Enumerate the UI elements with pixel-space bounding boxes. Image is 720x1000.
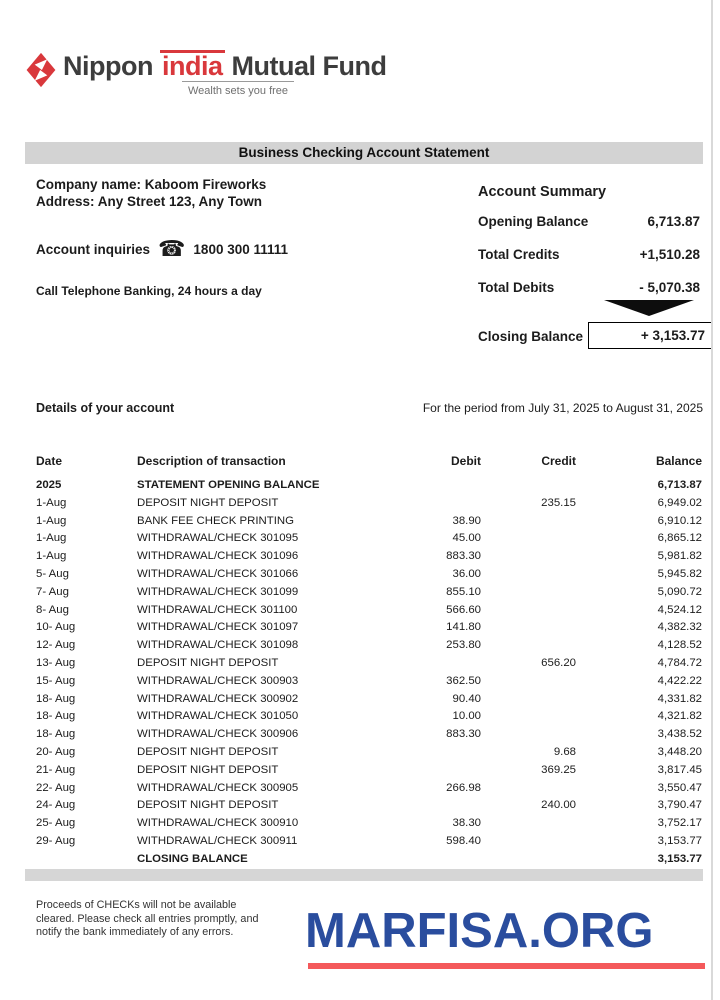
cell-description: DEPOSIT NIGHT DEPOSIT [137,656,279,669]
table-row [36,693,702,711]
cell-date: 15- Aug [36,674,76,687]
cell-description: WITHDRAWAL/CHECK 301066 [137,567,299,580]
cell-description: BANK FEE CHECK PRINTING [137,514,294,527]
cell-date: 18- Aug [36,692,76,705]
cell-debit: 45.00 [452,532,481,545]
cell-balance: 5,090.72 [657,585,702,598]
brand-diamond-icon [25,52,57,88]
cell-date: 7- Aug [36,585,69,598]
closing-balance-value-box: + 3,153.77 [588,322,712,349]
cell-debit: 90.40 [452,692,481,705]
col-header-balance: Balance [655,454,702,468]
cell-description: WITHDRAWAL/CHECK 300905 [137,781,299,794]
cell-debit: 855.10 [446,585,481,598]
disclaimer-line: Proceeds of CHECKs will not be available [36,899,237,911]
inquiries-label: Account inquiries [36,241,151,257]
cell-balance: 3,817.45 [657,763,702,776]
table-row [36,657,702,675]
cell-description: WITHDRAWAL/CHECK 301096 [137,550,299,563]
cell-debit: 598.40 [446,834,481,847]
cell-description: WITHDRAWAL/CHECK 301100 [137,603,298,616]
brand-tagline: Wealth sets you free [182,81,294,97]
closing-balance-label: Closing Balance [478,329,584,344]
cell-description: CLOSING BALANCE [137,852,248,865]
account-inquiries-line [36,236,289,261]
cell-date: 1-Aug [36,514,67,527]
brand-mutual-fund: Mutual Fund [231,51,387,81]
table-row [36,604,702,622]
cell-date: 22- Aug [36,781,76,794]
table-row [36,728,702,746]
scan-edge-line [711,0,713,1000]
brand-wordmark [63,50,386,82]
cell-description: WITHDRAWAL/CHECK 300911 [137,834,298,847]
cell-debit: 883.30 [446,550,481,563]
cell-date: 5- Aug [36,567,69,580]
cell-description: STATEMENT OPENING BALANCE [137,479,320,491]
cell-description: DEPOSIT NIGHT DEPOSIT [137,496,279,509]
cell-credit: 656.20 [541,656,576,669]
cell-date: 8- Aug [36,603,69,616]
cell-debit: 266.98 [446,781,481,794]
table-row [36,550,702,568]
cell-date: 18- Aug [36,710,76,723]
cell-date: 12- Aug [36,639,76,652]
cell-description: WITHDRAWAL/CHECK 301098 [137,639,299,652]
cell-date: 10- Aug [36,621,76,634]
disclaimer-text [36,899,258,940]
table-row [36,782,702,800]
cell-balance: 5,945.82 [657,567,702,580]
cell-balance: 3,752.17 [657,817,702,830]
cell-balance: 4,784.72 [657,656,702,669]
cell-description: DEPOSIT NIGHT DEPOSIT [137,745,279,758]
cell-balance: 5,981.82 [657,550,702,563]
cell-balance: 3,550.47 [657,781,702,794]
telephone-icon: ☎ [158,236,186,261]
watermark-logo: MARFISA.ORG [305,904,654,958]
disclaimer-line: cleared. Please check all entries promptly, and [36,912,259,925]
cell-date: 18- Aug [36,728,76,741]
cell-date: 21- Aug [36,763,76,776]
cell-description: WITHDRAWAL/CHECK 301095 [137,532,299,545]
total-credits-value: +1,510.28 [639,247,700,262]
cell-balance: 4,321.82 [657,710,702,723]
table-row [36,710,702,728]
table-row [36,764,702,782]
cell-debit: 141.80 [446,621,481,634]
opening-balance-label: Opening Balance [478,214,589,229]
table-row [36,497,702,515]
cell-description: WITHDRAWAL/CHECK 301097 [137,621,299,634]
phone-number: 1800 300 11111 [193,241,289,257]
cell-description: WITHDRAWAL/CHECK 300902 [137,692,299,705]
table-row [36,639,702,657]
cell-description: WITHDRAWAL/CHECK 300903 [137,674,299,687]
table-row [36,675,702,693]
section-divider-bar [25,869,703,881]
cell-balance: 3,448.20 [657,745,702,758]
table-row [36,479,702,497]
cell-debit: 38.90 [452,514,481,527]
cell-debit: 883.30 [446,728,481,741]
account-summary-title: Account Summary [478,184,607,200]
details-title: Details of your account [36,401,175,415]
cell-date: 2025 [36,479,62,491]
table-row [36,835,702,853]
cell-description: WITHDRAWAL/CHECK 300910 [137,817,299,830]
table-row [36,532,702,550]
table-row [36,515,702,533]
cell-description: DEPOSIT NIGHT DEPOSIT [137,799,279,812]
cell-description: WITHDRAWAL/CHECK 301099 [137,585,299,598]
col-header-description: Description of transaction [137,454,286,468]
cell-date: 29- Aug [36,834,76,847]
statement-title-bar: Business Checking Account Statement [25,142,703,164]
cell-credit: 235.15 [541,496,576,509]
cell-balance: 3,790.47 [657,799,702,812]
disclaimer-line: notify the bank immediately of any errors. [36,926,234,938]
cell-balance: 4,422.22 [657,674,702,687]
cell-balance: 3,153.77 [657,852,702,865]
cell-debit: 362.50 [446,674,481,687]
cell-balance: 6,910.12 [657,514,702,527]
col-header-credit: Credit [541,454,576,468]
cell-date: 1-Aug [36,550,67,563]
cell-description: WITHDRAWAL/CHECK 301050 [137,710,299,723]
cell-description: DEPOSIT NIGHT DEPOSIT [137,763,279,776]
cell-balance: 4,382.32 [657,621,702,634]
cell-date: 1-Aug [36,496,67,509]
telephone-banking-note: Call Telephone Banking, 24 hours a day [36,284,262,298]
address-line: Address: Any Street 123, Any Town [36,194,263,209]
table-row [36,817,702,835]
cell-description: WITHDRAWAL/CHECK 300906 [137,728,299,741]
cell-credit: 240.00 [541,799,576,812]
cell-date: 25- Aug [36,817,76,830]
table-row [36,568,702,586]
statement-period: For the period from July 31, 2025 to August 31, 2025 [422,401,703,415]
cell-debit: 566.60 [446,603,481,616]
cell-balance: 4,524.12 [657,603,702,616]
cell-date: 24- Aug [36,799,76,812]
total-debits-label: Total Debits [478,280,555,295]
cell-debit: 36.00 [452,567,481,580]
cell-date: 20- Aug [36,745,76,758]
cell-balance: 3,438.52 [657,728,702,741]
total-credits-label: Total Credits [478,247,560,262]
transactions-table [36,479,702,871]
table-row [36,746,702,764]
cell-debit: 10.00 [452,710,481,723]
cell-balance: 6,949.02 [657,496,702,509]
cell-credit: 369.25 [541,763,576,776]
col-header-date: Date [36,454,63,468]
cell-balance: 6,713.87 [657,479,702,491]
cell-date: 13- Aug [36,656,76,669]
total-debits-value: - 5,070.38 [639,280,700,295]
table-row [36,853,702,871]
cell-debit: 253.80 [446,639,481,652]
company-name-line: Company name: Kaboom Fireworks [36,177,267,192]
cell-balance: 4,331.82 [657,692,702,705]
watermark-underline [308,963,705,969]
table-row [36,621,702,639]
cell-debit: 38.30 [452,817,481,830]
table-row [36,586,702,604]
cell-credit: 9.68 [553,745,576,758]
opening-balance-value: 6,713.87 [647,214,700,229]
brand-nippon: Nippon [63,51,153,81]
col-header-debit: Debit [451,454,481,468]
cell-balance: 3,153.77 [657,834,702,847]
brand-india: india [161,51,223,81]
down-arrow-icon [604,300,694,316]
cell-balance: 6,865.12 [657,532,702,545]
cell-balance: 4,128.52 [657,639,702,652]
table-header-row [36,454,702,470]
table-row [36,799,702,817]
cell-date: 1-Aug [36,532,67,545]
